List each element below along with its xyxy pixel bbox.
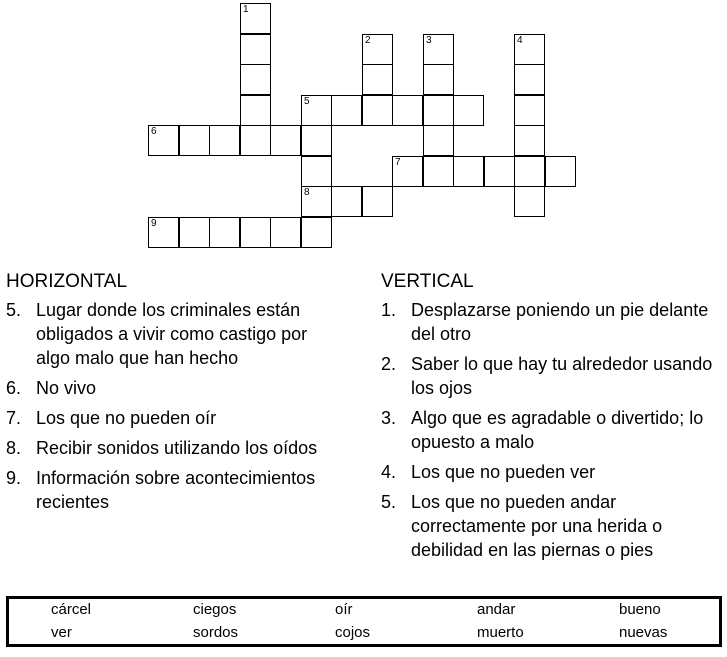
crossword-cell[interactable] — [270, 125, 301, 156]
crossword-cell[interactable] — [331, 186, 362, 217]
crossword-cell[interactable] — [240, 125, 271, 156]
horizontal-clues — [6, 270, 346, 520]
crossword-cell[interactable] — [423, 156, 454, 187]
clue-number: 7. — [6, 408, 22, 428]
cell-number: 2 — [365, 35, 371, 46]
clue-text: Los que no pueden oír — [36, 408, 217, 428]
crossword-cell[interactable] — [545, 156, 576, 187]
clue-item — [381, 298, 721, 346]
vertical-clues — [381, 270, 721, 568]
clue-item — [6, 406, 346, 430]
clue-text: Algo que es agradable o divertido; lo opuesto a malo — [411, 408, 704, 452]
crossword-grid — [0, 0, 727, 260]
clue-text: Información sobre acontecimientos recientes — [36, 468, 316, 512]
crossword-cell[interactable] — [301, 125, 332, 156]
crossword-cell[interactable] — [362, 95, 393, 126]
crossword-cell[interactable] — [240, 217, 271, 248]
crossword-cell[interactable] — [453, 156, 484, 187]
crossword-cell[interactable] — [331, 95, 362, 126]
clue-number: 9. — [6, 468, 22, 488]
crossword-cell[interactable] — [240, 34, 271, 65]
cell-number: 3 — [426, 35, 432, 46]
horizontal-heading: HORIZONTAL — [6, 271, 128, 292]
crossword-cell[interactable] — [240, 64, 271, 95]
word-bank-item: cojos — [335, 624, 371, 641]
crossword-cell[interactable] — [423, 125, 454, 156]
crossword-cell[interactable] — [423, 64, 454, 95]
crossword-cell[interactable] — [514, 95, 545, 126]
word-bank-item: oír — [335, 601, 353, 618]
clue-item — [381, 352, 721, 400]
word-bank-item: ver — [51, 624, 72, 641]
crossword-cell[interactable] — [362, 186, 393, 217]
cell-number: 1 — [243, 4, 249, 15]
clue-number: 2. — [381, 354, 397, 374]
crossword-cell[interactable] — [362, 34, 393, 65]
clue-text: Los que no pueden andar correctamente por una herida o debilidad en las piernas o pies — [411, 492, 663, 560]
crossword-cell[interactable] — [148, 125, 179, 156]
crossword-cell[interactable] — [514, 34, 545, 65]
crossword-cell[interactable] — [453, 95, 484, 126]
word-bank-item: sordos — [193, 624, 239, 641]
crossword-cell[interactable] — [514, 186, 545, 217]
clue-text: Los que no pueden ver — [411, 462, 596, 482]
word-bank-item: bueno — [619, 601, 661, 618]
crossword-cell[interactable] — [392, 95, 423, 126]
clue-number: 5. — [6, 300, 22, 320]
clue-item — [6, 436, 346, 460]
clue-item — [6, 298, 346, 370]
crossword-cell[interactable] — [514, 64, 545, 95]
cell-number: 7 — [395, 157, 401, 168]
clue-number: 6. — [6, 378, 22, 398]
crossword-cell[interactable] — [301, 217, 332, 248]
vertical-heading: VERTICAL — [381, 271, 474, 292]
crossword-cell[interactable] — [301, 95, 332, 126]
word-bank-item: muerto — [477, 624, 524, 641]
crossword-cell[interactable] — [209, 217, 240, 248]
clue-number: 3. — [381, 408, 397, 428]
clue-number: 8. — [6, 438, 22, 458]
clue-text: Lugar donde los criminales están obligados a vivir como castigo por algo malo que han hecho — [36, 300, 308, 368]
clue-item — [381, 490, 721, 562]
clue-item — [6, 466, 346, 514]
crossword-cell[interactable] — [423, 34, 454, 65]
crossword-cell[interactable] — [179, 217, 210, 248]
crossword-cell[interactable] — [301, 156, 332, 187]
clue-item — [381, 406, 721, 454]
word-bank-item: nuevas — [619, 624, 668, 641]
clue-item — [381, 460, 721, 484]
crossword-cell[interactable] — [240, 95, 271, 126]
clue-text: Recibir sonidos utilizando los oídos — [36, 438, 318, 458]
clue-text: No vivo — [36, 378, 97, 398]
crossword-cell[interactable] — [148, 217, 179, 248]
crossword-cell[interactable] — [392, 156, 423, 187]
crossword-cell[interactable] — [270, 217, 301, 248]
crossword-cell[interactable] — [514, 125, 545, 156]
word-bank — [6, 596, 722, 647]
clue-text: Desplazarse poniendo un pie delante del otro — [411, 300, 709, 344]
clue-number: 4. — [381, 462, 397, 482]
cell-number: 4 — [517, 35, 523, 46]
clue-number: 5. — [381, 492, 397, 512]
clue-number: 1. — [381, 300, 397, 320]
word-bank-item: andar — [477, 601, 516, 618]
crossword-cell[interactable] — [301, 186, 332, 217]
crossword-cell[interactable] — [209, 125, 240, 156]
word-bank-item: ciegos — [193, 601, 237, 618]
cell-number: 8 — [304, 187, 310, 198]
crossword-cell[interactable] — [514, 156, 545, 187]
word-bank-item: cárcel — [51, 601, 92, 618]
cell-number: 5 — [304, 96, 310, 107]
crossword-cell[interactable] — [423, 95, 454, 126]
clue-text: Saber lo que hay tu alrededor usando los ojos — [411, 354, 713, 398]
cell-number: 9 — [151, 218, 157, 229]
crossword-cell[interactable] — [240, 3, 271, 34]
crossword-cell[interactable] — [179, 125, 210, 156]
crossword-cell[interactable] — [484, 156, 515, 187]
clue-item — [6, 376, 346, 400]
cell-number: 6 — [151, 126, 157, 137]
crossword-cell[interactable] — [362, 64, 393, 95]
